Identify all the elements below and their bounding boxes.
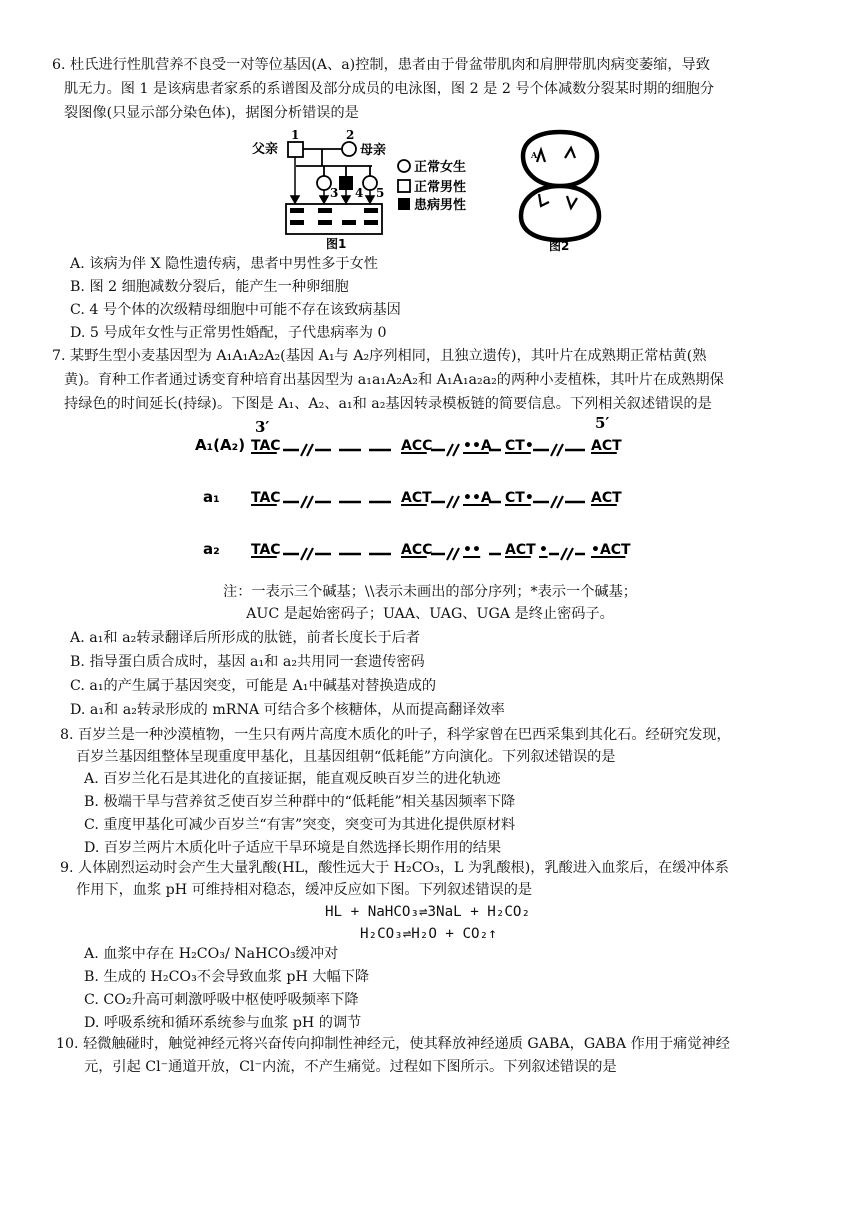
end-5-prime: 5′ (595, 414, 610, 432)
sequence-segment: ••A (463, 490, 492, 506)
q8-option-c: C. 重度甲基化可减少百岁兰“有害”突变，突变可为其进化提供原材料 (84, 817, 516, 833)
chromosome-label: A (531, 150, 538, 160)
sequence-segment: CT• (505, 490, 534, 506)
q6-stem-line3: 裂图像(只显示部分染色体)，据图分析错误的是 (64, 105, 359, 121)
sequence-segment: • (539, 542, 548, 558)
omitted-sequence-mark (307, 548, 313, 560)
pedigree-affected-male-4 (339, 176, 353, 190)
q9-stem-line2: 作用下，血浆 pH 可维持相对稳态，缓冲反应如下图。下列叙述错误的是 (76, 882, 533, 898)
gene-name: a₂ (203, 540, 220, 558)
omitted-sequence-mark (447, 444, 453, 456)
pedigree-figure (250, 126, 490, 252)
q7-option-a: A. a₁和 a₂转录翻译后所形成的肽链，前者长度长于后者 (70, 630, 421, 646)
omitted-sequence-mark (557, 444, 563, 456)
q6-option-c: C. 4 号个体的次级精母细胞中可能不存在该致病基因 (70, 302, 401, 318)
pedigree-female-3 (317, 176, 331, 190)
omitted-sequence-mark (301, 496, 307, 508)
gel-band (290, 220, 304, 225)
gel-band (364, 208, 378, 213)
q7-note-line1: 注：一表示三个碱基；\\表示未画出的部分序列；*表示一个碱基； (223, 584, 637, 600)
gel-band (290, 208, 304, 213)
sequence-segment: ACT (505, 542, 536, 558)
fig1-n5: 5 (376, 186, 385, 200)
fig1-n1: 1 (291, 128, 300, 142)
omitted-sequence-mark (453, 444, 459, 456)
q7-stem-line1: 7. 某野生型小麦基因型为 A₁A₁A₂A₂(基因 A₁与 A₂序列相同，且独立遗传)，其叶片在成熟期正常枯黄(熟 (52, 348, 707, 364)
q9-equation-1: HL + NaHCO₃⇌3NaL + H₂CO₂ (325, 904, 530, 920)
sequence-end: ACT (591, 438, 622, 454)
legend-male-square (398, 180, 410, 192)
q7-option-c: C. a₁的产生属于基因突变，可能是 A₁中碱基对替换造成的 (70, 678, 437, 694)
fig1-mother-label: 母亲 (360, 143, 387, 158)
q10-stem-line2: 元，引起 Cl⁻通道开放，Cl⁻内流，不产生痛觉。过程如下图所示。下列叙述错误的是 (84, 1059, 617, 1075)
omitted-sequence-mark (551, 496, 557, 508)
q7-option-b: B. 指导蛋白质合成时，基因 a₁和 a₂共用同一套遗传密码 (70, 654, 425, 670)
pedigree-mother-circle (342, 142, 356, 156)
sequence-rows (195, 436, 631, 560)
pedigree-father-square (288, 142, 303, 157)
fig1-n4: 4 (355, 186, 364, 200)
sequence-segment: ••A (463, 438, 492, 454)
q6-option-b: B. 图 2 细胞减数分裂后，能产生一种卵细胞 (70, 279, 349, 295)
q8-option-d: D. 百岁兰两片木质化叶子适应干旱环境是自然选择长期作用的结果 (84, 840, 502, 856)
q9-option-c: C. CO₂升高可刺激呼吸中枢使呼吸频率下降 (84, 992, 359, 1008)
omitted-sequence-mark (301, 444, 307, 456)
q7-stem-line2: 黄)。育种工作者通过诱变育种培育出基因型为 a₁a₁A₂A₂和 A₁A₁a₂a₂的两种小麦植株，其叶片在成熟期保 (64, 372, 724, 388)
omitted-sequence-mark (453, 496, 459, 508)
q8-stem-line2: 百岁兰基因组整体呈现重度甲基化，且基因组朝“低耗能”方向演化。下列叙述错误的是 (76, 749, 616, 765)
legend-female-circle (398, 160, 410, 172)
q7-option-d: D. a₁和 a₂转录形成的 mRNA 可结合多个核糖体，从而提高翻译效率 (70, 702, 505, 718)
omitted-sequence-mark (567, 548, 573, 560)
fig2-caption: 图2 (549, 239, 570, 253)
q6-option-d: D. 5 号成年女性与正常男性婚配，子代患病率为 0 (70, 325, 387, 341)
pedigree-female-5 (363, 176, 377, 190)
q9-stem-line1: 9. 人体剧烈运动时会产生大量乳酸(HL，酸性远大于 H₂CO₃，L 为乳酸根)，乳酸进入血浆后，在缓冲体系 (60, 860, 729, 876)
omitted-sequence-mark (447, 548, 453, 560)
omitted-sequence-mark (453, 548, 459, 560)
gel-band (342, 220, 356, 225)
omitted-sequence-mark (557, 496, 563, 508)
legend-affected-label: 患病男性 (414, 198, 467, 213)
gel-band (364, 220, 378, 225)
sequence-segment: ACT (401, 490, 432, 506)
omitted-sequence-mark (447, 496, 453, 508)
sequence-end: •ACT (591, 542, 631, 558)
q8-stem-line1: 8. 百岁兰是一种沙漠植物，一生只有两片高度木质化的叶子，科学家曾在巴西采集到其化石。经研究发现， (60, 727, 731, 743)
q9-option-d: D. 呼吸系统和循环系统参与血浆 pH 的调节 (84, 1015, 362, 1031)
fig1-n3: 3 (330, 186, 339, 200)
fig1-caption: 图1 (326, 237, 347, 251)
q9-option-b: B. 生成的 H₂CO₃不会导致血浆 pH 大幅下降 (84, 969, 370, 985)
q9-equation-2: H₂CO₃⇌H₂O + CO₂↑ (360, 926, 497, 942)
q6-option-a: A. 该病为伴 X 隐性遗传病，患者中男性多于女性 (70, 256, 378, 272)
gel-band (318, 220, 332, 225)
legend-affected-square (398, 198, 410, 210)
omitted-sequence-mark (551, 444, 557, 456)
legend-male-label: 正常男性 (414, 180, 467, 195)
fig1-n2: 2 (346, 128, 355, 142)
sequence-segment: ACC (401, 542, 433, 558)
q8-option-a: A. 百岁兰化石是其进化的直接证据，能直观反映百岁兰的进化轨迹 (84, 771, 501, 787)
gene-name: A₁(A₂) (195, 436, 246, 454)
q7-note-line2: AUC 是起始密码子；UAA、UAG、UGA 是终止密码子。 (246, 606, 614, 622)
gel-band (318, 208, 332, 213)
q7-stem-line3: 持绿色的时间延长(持绿)。下图是 A₁、A₂、a₁和 a₂基因转录模板链的简要信息。下列相关叙述错误的是 (64, 396, 712, 412)
dividing-cell-outline (521, 132, 599, 240)
sequence-end: ACT (591, 490, 622, 506)
omitted-sequence-mark (307, 496, 313, 508)
q9-option-a: A. 血浆中存在 H₂CO₃/ NaHCO₃缓冲对 (84, 946, 339, 962)
sequence-segment: CT• (505, 438, 534, 454)
legend-female-label: 正常女生 (414, 160, 467, 175)
start-codon: TAC (251, 542, 281, 558)
q6-stem-line1: 6. 杜氏进行性肌营养不良受一对等位基因(A、a)控制，患者由于骨盆带肌肉和肩胛带肌肉病变萎缩，导致 (52, 57, 710, 73)
omitted-sequence-mark (307, 444, 313, 456)
q8-option-b: B. 极端干旱与营养贫乏使百岁兰种群中的“低耗能”相关基因频率下降 (84, 794, 516, 810)
sequence-segment: ACC (401, 438, 433, 454)
cell-division-figure (515, 128, 605, 252)
fig1-father-label: 父亲 (252, 142, 279, 157)
sequence-segment: •• (463, 542, 481, 558)
gene-template-diagram (195, 414, 645, 570)
q6-stem-line2: 肌无力。图 1 是该病患者家系的系谱图及部分成员的电泳图，图 2 是 2 号个体减数分裂某时期的细胞分 (64, 81, 715, 97)
gene-name: a₁ (203, 488, 220, 506)
end-3-prime: 3′ (255, 418, 270, 436)
omitted-sequence-mark (301, 548, 307, 560)
start-codon: TAC (251, 490, 281, 506)
omitted-sequence-mark (561, 548, 567, 560)
q10-stem-line1: 10. 轻微触碰时，触觉神经元将兴奋传向抑制性神经元，使其释放神经递质 GABA，GABA 作用于痛觉神经 (56, 1036, 730, 1052)
start-codon: TAC (251, 438, 281, 454)
